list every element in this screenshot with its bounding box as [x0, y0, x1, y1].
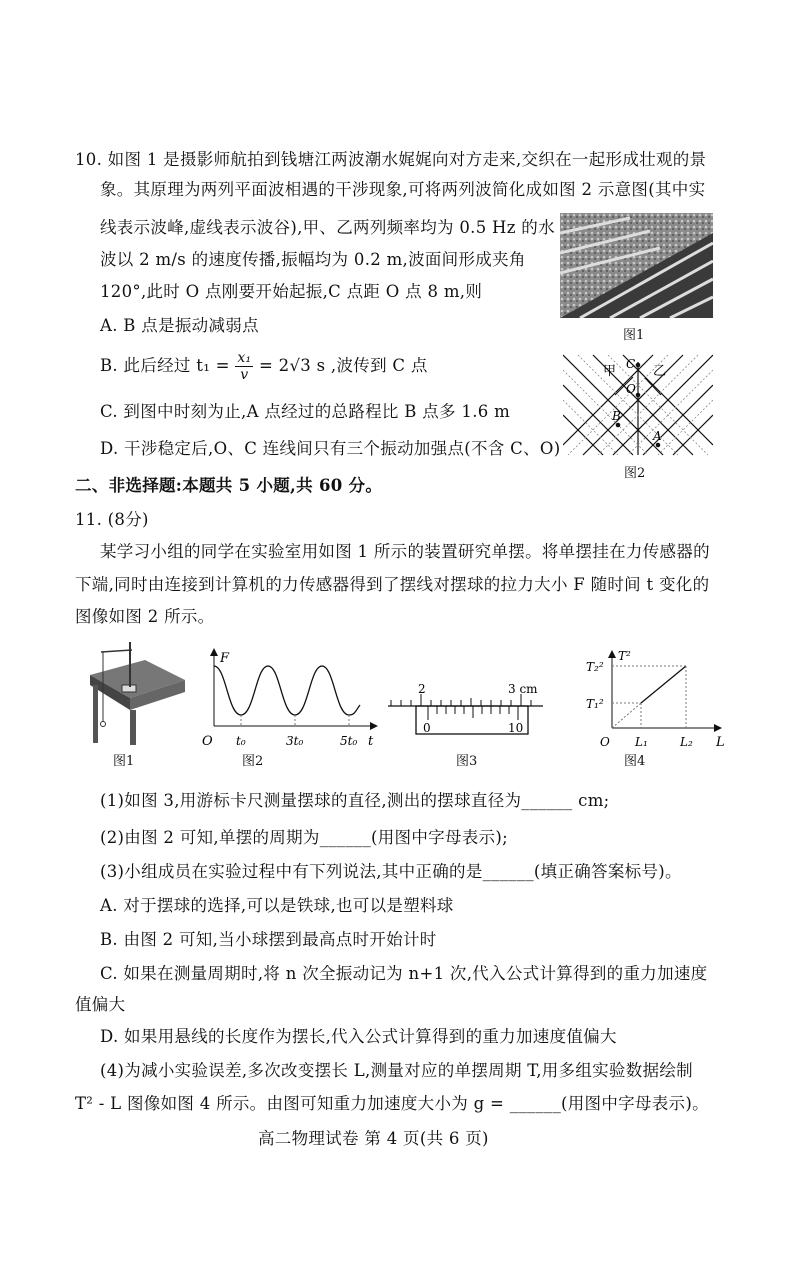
q11-option-b: B. 由图 2 可知,当小球摆到最高点时开始计时 — [100, 930, 437, 949]
label-b: B — [612, 409, 621, 423]
q10-line: 象。其原理为两列平面波相遇的干涉现象,可将两列波简化成如图 2 示意图(其中实 — [100, 180, 706, 199]
origin-label: O — [600, 735, 610, 748]
label-c: C — [626, 357, 636, 371]
main-scale-2: 2 — [418, 682, 426, 696]
q11-option-c: C. 如果在测量周期时,将 n 次全振动记为 n+1 次,代入公式计算得到的重力加速度 — [100, 964, 708, 983]
tick-t0: t₀ — [236, 734, 246, 748]
q11-sub-4: (4)为减小实验误差,多次改变摆长 L,测量对应的单摆周期 T,用多组实验数据绘制 — [100, 1061, 693, 1080]
q11-option-d: D. 如果用悬线的长度作为摆长,代入公式计算得到的重力加速度值偏大 — [100, 1027, 617, 1046]
q11-head: 11. (8分) — [75, 510, 149, 529]
q11-figure4-t2-l-graph — [578, 648, 728, 748]
figure-caption: 图2 — [242, 754, 264, 769]
figure-caption: 图3 — [456, 754, 478, 769]
q11-para: 某学习小组的同学在实验室用如图 1 所示的装置研究单摆。将单摆挂在力传感器的 — [100, 542, 710, 561]
figure-caption: 图1 — [623, 328, 645, 343]
q10-option-b — [100, 350, 428, 383]
denominator: v — [240, 367, 249, 383]
tick-t1-squared: T₁² — [586, 697, 604, 711]
q11-para: 图像如图 2 所示。 — [75, 607, 215, 626]
q11-para: 下端,同时由连接到计算机的力传感器得到了摆线对摆球的拉力大小 F 随时间 t 变化的 — [75, 575, 710, 594]
q11-sub-1: (1)如图 3,用游标卡尺测量摆球的直径,测出的摆球直径为______ cm; — [100, 791, 610, 810]
vernier-0: 0 — [423, 721, 431, 735]
q10-line: 线表示波峰,虚线表示波谷),甲、乙两列频率均为 0.5 Hz 的水 — [100, 218, 555, 237]
tick-l1: L₁ — [635, 735, 648, 748]
q11-option-c-cont: 值偏大 — [75, 995, 126, 1014]
q11-figure2-force-time-graph — [200, 648, 380, 748]
q11-option-a: A. 对于摆球的选择,可以是铁球,也可以是塑料球 — [100, 896, 454, 915]
q10-option-a: A. B 点是振动减弱点 — [100, 316, 259, 335]
label-yi: 乙 — [653, 364, 667, 379]
numerator: x₁ — [237, 350, 252, 366]
fraction — [235, 350, 253, 383]
origin-label: O — [202, 734, 213, 748]
q10-line: 120°,此时 O 点刚要开始起振,C 点距 O 点 8 m,则 — [100, 282, 483, 301]
q11-figure1-pendulum-apparatus — [85, 640, 190, 745]
label-o: O — [626, 382, 636, 396]
section-heading: 二、非选择题:本题共 5 小题,共 60 分。 — [75, 476, 383, 495]
option-b-text: B. 此后经过 t₁ = — [100, 356, 230, 375]
q11-sub-4-cont: T² - L 图像如图 4 所示。由图可知重力加速度大小为 g = ______(用图中字母表示)。 — [75, 1094, 709, 1113]
q10-line: 波以 2 m/s 的速度传播,振幅均为 0.2 m,波面间形成夹角 — [100, 250, 526, 269]
q11-sub-3: (3)小组成员在实验过程中有下列说法,其中正确的是______(填正确答案标号)。 — [100, 862, 682, 881]
q11-sub-2: (2)由图 2 可知,单摆的周期为______(用图中字母表示); — [100, 828, 508, 847]
q10-option-c: C. 到图中时刻为止,A 点经过的总路程比 B 点多 1.6 m — [100, 402, 511, 421]
label-jia: 甲 — [603, 364, 617, 379]
figure-caption: 图2 — [624, 466, 646, 481]
main-scale-3cm: 3 cm — [508, 682, 538, 696]
q10-line: 10. 如图 1 是摄影师航拍到钱塘江两波潮水娓娓向对方走来,交织在一起形成壮观的景 — [75, 150, 707, 169]
page-footer: 高二物理试卷 第 4 页(共 6 页) — [258, 1129, 489, 1148]
q10-option-d: D. 干涉稳定后,O、C 连线间只有三个振动加强点(不含 C、O) — [100, 439, 561, 458]
figure-caption: 图4 — [624, 754, 646, 769]
axis-label-l: L — [716, 735, 725, 748]
q10-figure1-photo — [560, 213, 713, 318]
figure-caption: 图1 — [113, 754, 135, 769]
tick-l2: L₂ — [680, 735, 693, 748]
axis-label-t: t — [368, 734, 374, 748]
q10-figure2-interference-diagram — [563, 350, 713, 460]
q11-figure3-vernier-caliper — [388, 648, 543, 738]
vernier-10: 10 — [508, 721, 524, 735]
tick-5t0: 5t₀ — [340, 734, 358, 748]
label-a: A — [653, 429, 662, 443]
axis-label-f: F — [220, 651, 230, 666]
tick-t2-squared: T₂² — [586, 660, 604, 674]
tick-3t0: 3t₀ — [286, 734, 304, 748]
option-b-text: = 2√3 s ,波传到 C 点 — [258, 356, 428, 375]
axis-label-t2: T² — [618, 649, 631, 663]
